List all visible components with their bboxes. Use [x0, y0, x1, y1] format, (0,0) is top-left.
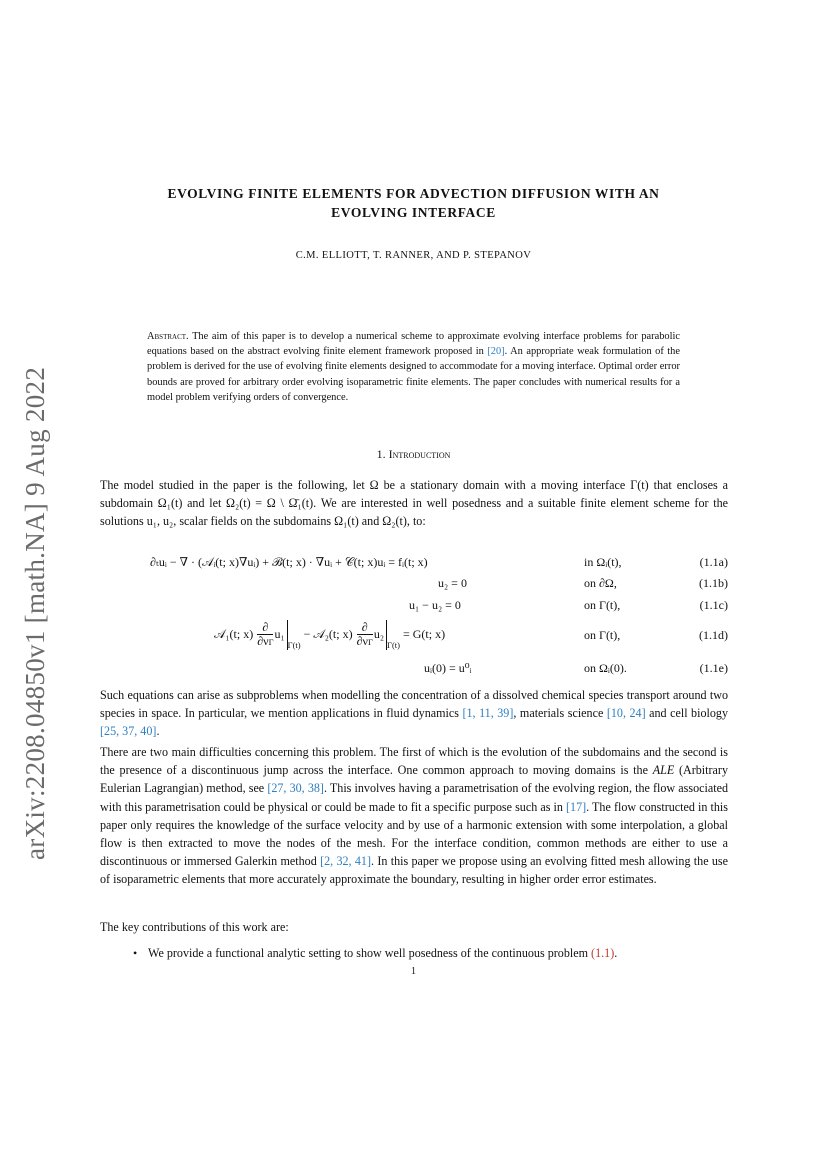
section-heading	[100, 447, 727, 462]
para3-ale: ALE	[652, 763, 675, 778]
authors: C.M. ELLIOTT, T. RANNER, AND P. STEPANOV	[295, 250, 532, 261]
para3-d: . The flow constructed in this paper only requires the knowledge of the surface velocity and by use of a harmonic extension with some interpolation, a global flow is then extracted to move the nodes of the mesh. For the interface condition, common methods are either to use a discontinuous or immersed Galerkin method	[100, 799, 728, 869]
para3-citation-2[interactable]: [17]	[566, 799, 587, 814]
eq4-bar-sub-1: Γ(t)	[287, 639, 301, 650]
para2-citation-1[interactable]: [1, 11, 39]	[462, 706, 514, 721]
equation-1b: u₂ = 0	[438, 576, 467, 590]
equation-1d-condition: on Γ(t),	[584, 628, 621, 642]
para2-b: , materials science	[513, 706, 607, 721]
para2-c: and cell biology	[645, 706, 729, 721]
para3-a: There are two main difficulties concerning this problem. The first of which is the evolution of the subdomains and the second is the presence of a discontinuous jump across the interface. One common approach to moving domains is the	[100, 745, 728, 778]
section-number: 1.	[376, 447, 386, 461]
eq4-frac-2-gamma: Γ	[367, 637, 373, 647]
bullet-marker: •	[133, 946, 138, 960]
intro-paragraph-2	[100, 686, 728, 741]
equation-1d-number: (1.1d)	[699, 628, 728, 642]
para3-citation-3[interactable]: [2, 32, 41]	[320, 854, 372, 869]
eq4-frac-1	[257, 621, 273, 649]
eq4-frac-2-den	[357, 635, 373, 649]
eq4-frac-1-dnu: ∂ν	[257, 634, 269, 648]
abstract-text-b: . An appropriate weak formulation of the problem is derived for the use of evolving finite elements designed to accommodate for a moving interface. Optimal order error bounds are proved for arbitrary order evolving isoparametric finite elements. The paper concludes with numerical results for a model problem verifying orders of convergence.	[147, 346, 680, 403]
eq4-bar-sub-2: Γ(t)	[387, 639, 400, 650]
para2-citation-2[interactable]: [10, 24]	[606, 706, 646, 721]
equation-1e-number: (1.1e)	[699, 661, 728, 675]
para3-c: . This involves having a parametrisation of the evolving region, the flow associated with this parametrisation could be physical or could be made to fit a specific purpose such as in	[100, 781, 728, 814]
eq4-u2: u₂	[373, 626, 385, 641]
bullet-equation-ref[interactable]: (1.1)	[591, 946, 615, 960]
page-number: 1	[411, 966, 416, 977]
eq4-frac-2-dnu: ∂ν	[356, 634, 368, 648]
abstract-text-a: The aim of this paper is to develop a numerical scheme to approximate evolving interface problems for parabolic equations based on the abstract evolving finite element framework proposed in	[147, 331, 680, 358]
para3-b: (Arbitrary Eulerian Lagrangian) method, see	[100, 763, 728, 796]
eq4-minus-a2: − 𝒜₂(t; x)	[303, 626, 353, 641]
intro-paragraph-3	[100, 743, 728, 889]
equation-1c-number: (1.1c)	[699, 598, 728, 612]
eq4-frac-1-num: ∂	[257, 621, 273, 635]
abstract-label: Abstract.	[147, 331, 189, 342]
equation-1d-rhs: = G(t; x)	[402, 626, 446, 641]
arxiv-stamp: arXiv:2208.04850v1 [math.NA] 9 Aug 2022	[20, 366, 50, 860]
equation-1b-condition: on ∂Ω,	[584, 576, 617, 590]
intro-paragraph-4: The key contributions of this work are:	[100, 920, 289, 934]
title-line-1: EVOLVING FINITE ELEMENTS FOR ADVECTION DIFFUSION WITH AN	[167, 186, 660, 201]
eq4-u1: u₁	[274, 626, 285, 641]
paper-title	[100, 184, 727, 222]
title-line-2: EVOLVING INTERFACE	[331, 205, 496, 220]
para2-citation-3[interactable]: [25, 37, 40]	[100, 724, 157, 739]
eq4-a1: 𝒜₁(t; x)	[214, 626, 254, 641]
para3-citation-1[interactable]: [27, 30, 38]	[267, 781, 324, 796]
intro-paragraph-1: The model studied in the paper is the following, let Ω be a stationary domain with a moving interface Γ(t) that encloses a subdomain Ω₁(t) and let Ω₂(t) = Ω \ Ω̄₁(t). We are interested in well posedness and a suitable finite element scheme for the solutions u₁, u₂, scalar fields on the subdomains Ω₁(t) and Ω₂(t), to:	[100, 478, 728, 529]
para3-e: . In this paper we propose using an evolving fitted mesh allowing the use of isoparametric elements that more accurately approximate the boundary, resulting in higher order error estimates.	[100, 854, 728, 887]
abstract	[147, 329, 680, 405]
equation-1e: uᵢ(0) = u⁰ᵢ	[424, 661, 472, 675]
section-title: Introduction	[388, 447, 451, 461]
para2-d: .	[156, 724, 160, 739]
para2-a: Such equations can arise as subproblems when modelling the concentration of a dissolved chemical species transport around two species in space. In particular, we mention applications in fluid dynamics	[100, 688, 728, 721]
bullet-item	[148, 946, 728, 961]
abstract-citation[interactable]: [20]	[487, 346, 505, 358]
equation-1b-number: (1.1b)	[699, 576, 728, 590]
equation-1d	[214, 620, 445, 650]
bullet-text: We provide a functional analytic setting to show well posedness of the continuous problem	[148, 946, 592, 960]
eq4-frac-2-num: ∂	[357, 621, 373, 635]
equation-1e-condition: on Ωᵢ(0).	[584, 661, 627, 675]
equation-1c: u₁ − u₂ = 0	[409, 598, 461, 612]
equation-1a-number: (1.1a)	[699, 555, 728, 569]
equation-1a: ∂ₜuᵢ − ∇ · (𝒜ᵢ(t; x)∇uᵢ) + ℬ(t; x) · ∇uᵢ + 𝒞(t; x)uᵢ = fᵢ(t; x)	[150, 555, 428, 569]
bullet-end: .	[614, 946, 618, 960]
equation-1a-condition: in Ωᵢ(t),	[584, 555, 622, 569]
eq4-frac-1-den	[257, 635, 273, 649]
equation-1c-condition: on Γ(t),	[584, 598, 621, 612]
eq4-frac-1-gamma: Γ	[268, 637, 274, 647]
eq4-frac-2	[357, 621, 373, 649]
